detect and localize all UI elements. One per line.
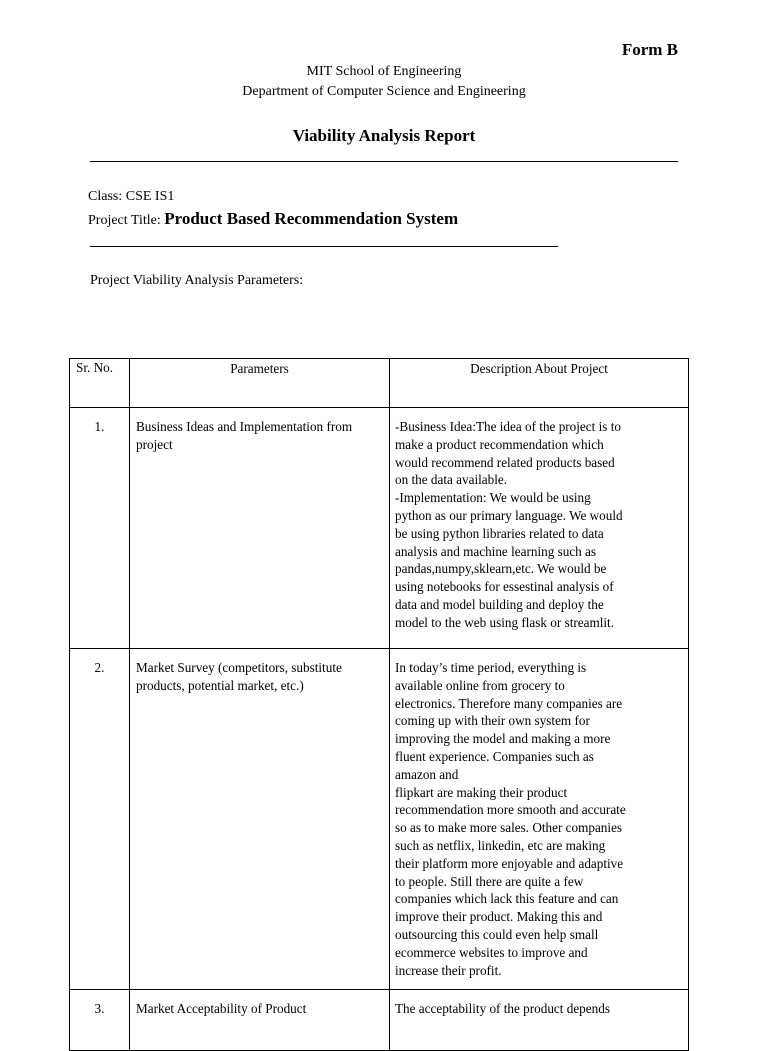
- cell-description: [390, 408, 689, 649]
- cell-parameter: Market Acceptability of Product: [130, 990, 390, 1051]
- report-title: Viability Analysis Report: [292, 126, 476, 145]
- header-description: Description About Project: [390, 359, 689, 408]
- parameters-table: [69, 358, 689, 1051]
- description-line: available online from grocery to: [395, 677, 565, 693]
- description-line: make a product recommendation which: [395, 436, 604, 452]
- description-line: ecommerce websites to improve and: [395, 944, 588, 960]
- cell-description: [390, 990, 689, 1051]
- form-label: Form B: [621, 40, 678, 59]
- description-line: companies which lack this feature and can: [395, 891, 619, 907]
- description-line: The acceptability of the product depends: [395, 1001, 610, 1017]
- description-line: outsourcing this could even help small: [395, 926, 599, 942]
- description-line: -Business Idea:The idea of the project is to: [395, 419, 621, 434]
- description-line: flipkart are making their product: [395, 784, 568, 800]
- table-row: [70, 649, 689, 990]
- department-name: Department of Computer Science and Engineering: [242, 84, 526, 99]
- description-line: so as to make more sales. Other companies: [395, 820, 623, 836]
- description-line: model to the web using flask or streamlit.: [395, 614, 615, 630]
- divider: [90, 161, 678, 162]
- table-header-row: [70, 359, 689, 408]
- project-title-label: Project Title:: [88, 213, 161, 228]
- cell-sr-no: 1.: [70, 408, 130, 649]
- description-line: python as our primary language. We would: [395, 507, 623, 523]
- description-line: such as netflix, linkedin, etc are making: [395, 837, 606, 853]
- description-line: their platform more enjoyable and adaptive: [395, 855, 624, 871]
- description-line: amazon and: [395, 766, 459, 782]
- description-line: fluent experience. Companies such as: [395, 748, 594, 764]
- table-row: [70, 408, 689, 649]
- cell-parameter: Market Survey (competitors, substitute products, potential market, etc.): [130, 649, 390, 990]
- cell-sr-no: 2.: [70, 649, 130, 990]
- cell-parameter: Business Ideas and Implementation from project: [130, 408, 390, 649]
- description-line: on the data available.: [395, 472, 508, 488]
- description-line: be using python libraries related to data: [395, 525, 604, 541]
- description-line: to people. Still there are quite a few: [395, 873, 584, 889]
- description-line: -Implementation: We would be using: [395, 490, 591, 506]
- class-value: CSE IS1: [125, 189, 175, 204]
- description-line: increase their profit.: [395, 962, 502, 978]
- description-line: improve their product. Making this and: [395, 909, 603, 925]
- description-line: pandas,numpy,sklearn,etc. We would be: [395, 561, 607, 577]
- project-title-line: [88, 209, 458, 229]
- header-sr-no: Sr. No.: [70, 359, 130, 408]
- header-parameters: Parameters: [130, 359, 390, 408]
- school-name: MIT School of Engineering: [306, 64, 462, 79]
- cell-sr-no: 3.: [70, 990, 130, 1051]
- table-row: [70, 990, 689, 1051]
- section-heading: Project Viability Analysis Parameters:: [90, 273, 304, 288]
- class-label: Class:: [88, 189, 123, 204]
- description-line: improving the model and making a more: [395, 731, 611, 747]
- description-line: electronics. Therefore many companies are: [395, 695, 623, 711]
- description-line: In today’s time period, everything is: [395, 660, 587, 675]
- description-line: using notebooks for essestinal analysis of: [395, 579, 614, 595]
- description-line: analysis and machine learning such as: [395, 543, 597, 559]
- divider: [90, 246, 558, 247]
- description-line: would recommend related products based: [395, 454, 615, 470]
- description-line: data and model building and deploy the: [395, 596, 604, 612]
- project-title-value: Product Based Recommendation System: [164, 209, 459, 228]
- description-line: recommendation more smooth and accurate: [395, 802, 626, 818]
- class-line: [88, 189, 174, 205]
- cell-description: [390, 649, 689, 990]
- description-line: coming up with their own system for: [395, 713, 590, 729]
